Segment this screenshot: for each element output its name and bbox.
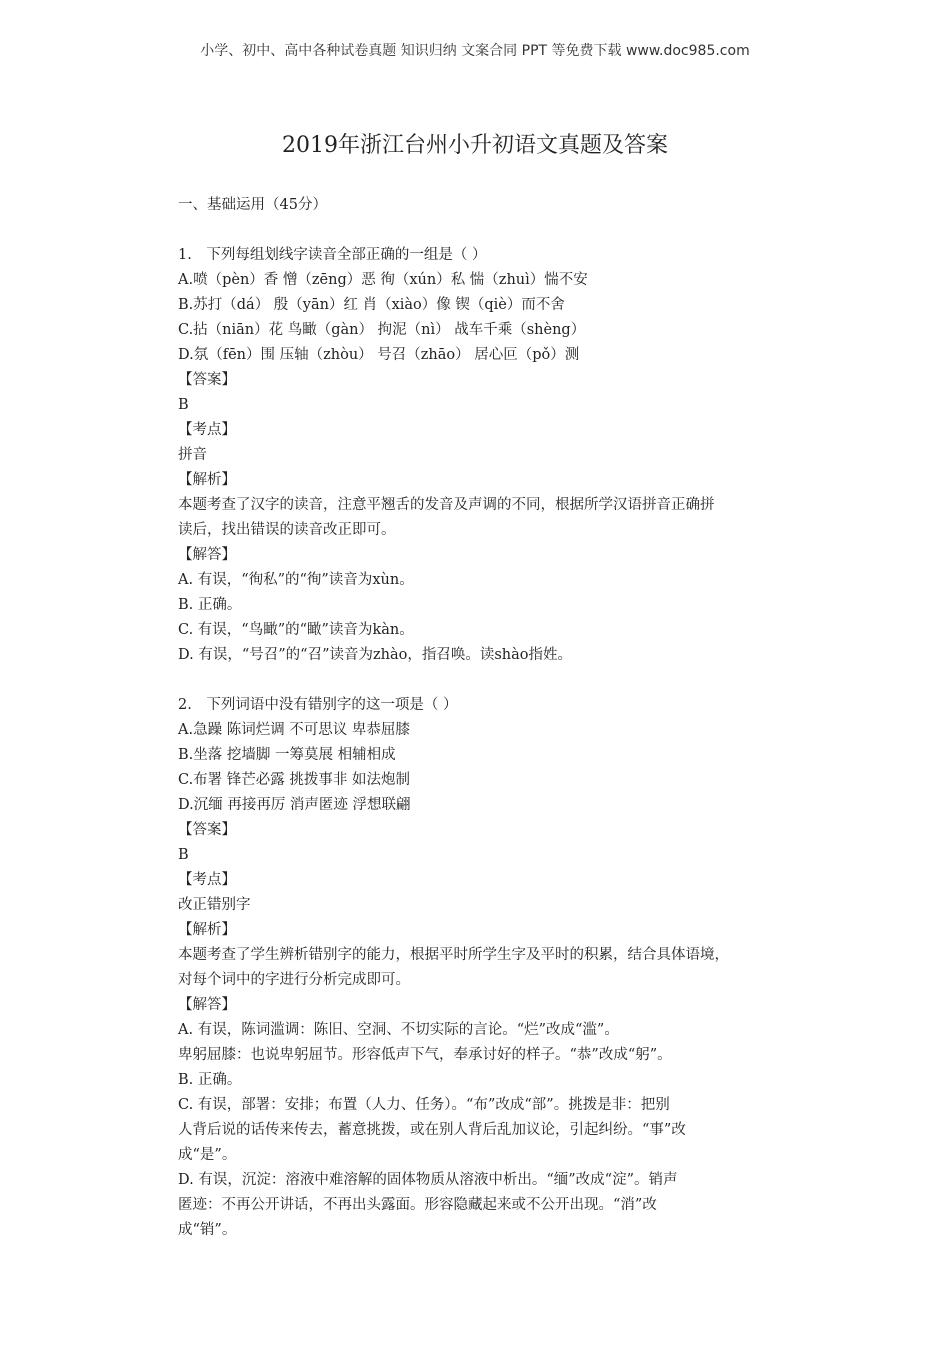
text-line: 本题考查了学生辨析错别字的能力，根据平时所学生字及平时的积累，结合具体语境，	[178, 947, 729, 963]
text-line: 拼音	[178, 447, 207, 463]
text-line: 【解答】	[178, 547, 236, 563]
text-line: A. 有误，“徇私”的“徇”读音为xùn。	[178, 572, 414, 588]
text-line: D. 有误，沉淀：溶液中难溶解的固体物质从溶液中析出。“缅”改成“淀”。销声	[178, 1172, 678, 1188]
blank-line	[178, 218, 818, 243]
text-line: D.沉缅 再接再厉 消声匿迹 浮想联翩	[178, 797, 411, 813]
text-line: 【解析】	[178, 472, 236, 488]
text-line: B	[178, 397, 189, 413]
text-line: 【考点】	[178, 872, 236, 888]
text-line: 【考点】	[178, 422, 236, 438]
text-line: 对每个词中的字进行分析完成即可。	[178, 972, 410, 988]
text-line: 本题考查了汉字的读音，注意平翘舌的发音及声调的不同，根据所学汉语拼音正确拼	[178, 497, 715, 513]
text-line: 人背后说的话传来传去，蓄意挑拨，或在别人背后乱加议论，引起纠纷。“事”改	[178, 1122, 686, 1138]
text-line: B. 正确。	[178, 597, 242, 613]
document-title: 2019年浙江台州小升初语文真题及答案	[282, 133, 668, 158]
text-line: 读后，找出错误的读音改正即可。	[178, 522, 396, 538]
text-line: 成“是”。	[178, 1147, 237, 1163]
text-line: 【解析】	[178, 922, 236, 938]
text-line: B.苏打（dá） 殷（yān）红 肖（xiào）像 锲（qiè）而不舍	[178, 297, 565, 313]
text-line: 成“销”。	[178, 1222, 237, 1238]
text-line: B.坐落 挖墙脚 一筹莫展 相辅相成	[178, 747, 396, 763]
text-line: 【答案】	[178, 372, 236, 388]
text-line: 改正错别字	[178, 897, 251, 913]
text-line: C. 有误，“鸟瞰”的“瞰”读音为kàn。	[178, 622, 414, 638]
text-line: D. 有误，“号召”的“召”读音为zhào，指召唤。读shào指姓。	[178, 647, 572, 663]
text-line: 匿迹：不再公开讲话，不再出头露面。形容隐藏起来或不公开出现。“消”改	[178, 1197, 657, 1213]
text-line: 卑躬屈膝：也说卑躬屈节。形容低声下气，奉承讨好的样子。“恭”改成“躬”。	[178, 1047, 672, 1063]
text-line: 【答案】	[178, 822, 236, 838]
page-header: 小学、初中、高中各种试卷真题 知识归纳 文案合同 PPT 等免费下载 www.doc985.com	[200, 43, 750, 59]
text-line: D.氛（fēn）围 压轴（zhòu） 号召（zhāo） 居心叵（pǒ）测	[178, 347, 580, 363]
text-line: B. 正确。	[178, 1072, 242, 1088]
text-line: B	[178, 847, 189, 863]
text-line: 一、基础运用（45分）	[178, 197, 327, 213]
text-line: 2. 下列词语中没有错别字的这一项是（ ）	[178, 697, 458, 713]
text-line: C. 有误，部署：安排；布置（人力、任务）。“布”改成“部”。挑拨是非：把别	[178, 1097, 670, 1113]
text-line: A. 有误，陈词滥调：陈旧、空洞、不切实际的言论。“烂”改成“滥”。	[178, 1022, 619, 1038]
document-body	[178, 193, 818, 1243]
text-line: C.布署 锋芒必露 挑拨事非 如法炮制	[178, 772, 411, 788]
text-line: A.喷（pèn）香 憎（zēng）恶 徇（xún）私 惴（zhuì）惴不安	[178, 272, 588, 288]
text-line: 【解答】	[178, 997, 236, 1013]
text-line: 1. 下列每组划线字读音全部正确的一组是（ ）	[178, 247, 487, 263]
blank-line	[178, 668, 818, 693]
text-line: C.拈（niān）花 鸟瞰（gàn） 拘泥（nì） 战车千乘（shèng）	[178, 322, 586, 338]
text-line: A.急躁 陈词烂调 不可思议 卑恭屈膝	[178, 722, 410, 738]
